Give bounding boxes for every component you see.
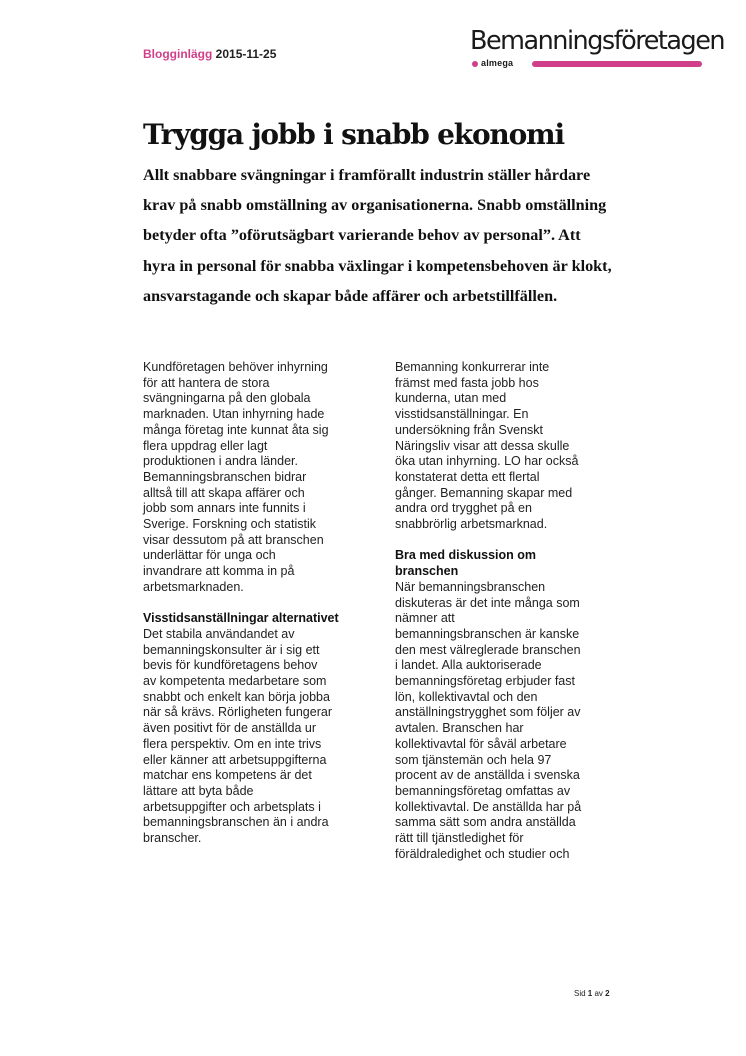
text-line: snabbrörlig arbetsmarknad.	[395, 517, 548, 532]
text-line: snabbt och enkelt kan börja jobba	[143, 689, 330, 704]
text-line: kollektivavtal för såväl arbetare	[395, 736, 567, 751]
text-line: föräldraledighet och studier och	[395, 846, 570, 861]
heading-line: branschen	[395, 564, 459, 579]
logo-brand-text: Bemanningsföretagen	[470, 26, 725, 56]
text-line: flera uppdrag eller lagt	[143, 438, 268, 453]
text-line: bemanningsföretag omfattas av	[395, 783, 571, 798]
text-line: invandrare att komma in på	[143, 564, 295, 579]
text-line: kollektivavtal. De anställda har på	[395, 799, 582, 814]
right-paragraph-1	[395, 360, 610, 533]
right-paragraph-2	[395, 580, 610, 863]
logo-pill-bar	[532, 61, 702, 67]
logo-almega-text: almega	[481, 58, 514, 68]
post-meta	[143, 47, 276, 61]
page-of: av	[594, 989, 603, 998]
text-line: lön, kollektivavtal och den	[395, 689, 538, 704]
text-line: Näringsliv visar att dessa skulle	[395, 438, 570, 453]
left-column	[143, 360, 358, 847]
logo-bar	[470, 60, 706, 68]
left-paragraph-1	[143, 360, 358, 596]
text-line: bemanningsföretag erbjuder fast	[395, 674, 575, 689]
text-line: av kompetenta medarbetare som	[143, 674, 327, 689]
right-section-heading	[395, 548, 610, 579]
total-pages: 2	[605, 989, 610, 998]
text-line: undersökning från Svenskt	[395, 422, 544, 437]
text-line: som tjänstemän och hela 97	[395, 752, 552, 767]
text-line: främst med fasta jobb hos	[395, 375, 539, 390]
text-line: Kundföretagen behöver inhyrning	[143, 360, 328, 374]
page-title: Trygga jobb i snabb ekonomi	[143, 118, 564, 151]
text-line: branscher.	[143, 831, 202, 846]
post-category: Blogginlägg	[143, 47, 213, 61]
logo-dot-icon	[472, 61, 478, 67]
bemanningsforetagen-logo	[470, 26, 725, 72]
text-line: Bemanning konkurrerar inte	[395, 360, 550, 374]
text-line: bemanningsbranschen är kanske	[395, 626, 580, 641]
text-line: visstidsanställningar. En	[395, 407, 529, 422]
right-column	[395, 360, 610, 862]
text-line: gånger. Bemanning skapar med	[395, 485, 573, 500]
text-line: flera perspektiv. Om en inte trivs	[143, 736, 322, 751]
text-line: arbetsuppgifter och arbetsplats i	[143, 799, 321, 814]
heading-line: Bra med diskussion om	[395, 548, 537, 563]
text-line: den mest välreglerade branschen	[395, 642, 581, 657]
text-line: samma sätt som andra anställda	[395, 815, 576, 830]
text-line: kunderna, utan med	[395, 391, 507, 406]
text-line: procent av de anställda i svenska	[395, 768, 580, 783]
text-line: andra ord trygghet på en	[395, 501, 532, 516]
text-line: visar dessutom på att branschen	[143, 532, 324, 547]
text-line: konstaterat detta ett flertal	[395, 469, 540, 484]
text-line: arbetsmarknaden.	[143, 579, 244, 594]
current-page: 1	[587, 989, 593, 998]
text-line: när så krävs. Rörligheten fungerar	[143, 705, 332, 720]
text-line: Sverige. Forskning och statistik	[143, 517, 316, 532]
text-line: När bemanningsbranschen	[395, 579, 546, 594]
left-paragraph-2	[143, 627, 358, 847]
text-line: Bemanningsbranschen bidrar	[143, 469, 307, 484]
paragraph-gap	[395, 533, 610, 549]
text-line: många företag inte kunnat åta sig	[143, 422, 329, 437]
post-date: 2015-11-25	[215, 47, 277, 61]
text-line: rätt till tjänstledighet för	[395, 831, 524, 846]
text-line: diskuteras är det inte många som	[395, 595, 580, 610]
paragraph-gap	[143, 596, 358, 612]
text-line: nämner att	[395, 611, 455, 626]
text-line: produktionen i andra länder.	[143, 454, 298, 469]
left-section-heading: Visstidsanställningar alternativet	[143, 611, 339, 626]
page-label: Sid	[574, 989, 586, 998]
text-line: lättare att byta både	[143, 783, 254, 798]
text-line: även positivt för de anställda ur	[143, 721, 317, 736]
text-line: öka utan inhyrning. LO har också	[395, 454, 579, 469]
text-line: underlättar för unga och	[143, 548, 276, 563]
text-line: matchar ens kompetens är det	[143, 768, 312, 783]
text-line: jobb som annars inte funnits i	[143, 501, 306, 516]
text-line: bemanningsbranschen än i andra	[143, 815, 329, 830]
text-line: anställningstrygghet som följer av	[395, 705, 581, 720]
text-line: i landet. Alla auktoriserade	[395, 658, 542, 673]
text-line: svängningarna på den globala	[143, 391, 311, 406]
text-line: Det stabila användandet av	[143, 626, 295, 641]
page-number	[574, 989, 610, 998]
text-line: eller känner att arbetsuppgifterna	[143, 752, 327, 767]
lead-paragraph: Allt snabbare svängningar i framförallt industrin ställer hårdare krav på snabb omställning av organisationerna. Snabb omställning betyder ofta ”oförutsägbart varierande behov av personal”. Att hyra in personal för snabba växlingar i kompetensbehoven är klokt, ansvarstagande och skapar både affärer och arbetstillfällen.	[143, 166, 612, 305]
text-line: för att hantera de stora	[143, 375, 270, 390]
text-line: bevis för kundföretagens behov	[143, 658, 318, 673]
text-line: bemanningskonsulter är i sig ett	[143, 642, 320, 657]
text-line: avtalen. Branschen har	[395, 721, 524, 736]
text-line: alltså till att skapa affärer och	[143, 485, 305, 500]
text-line: marknaden. Utan inhyrning hade	[143, 407, 325, 422]
